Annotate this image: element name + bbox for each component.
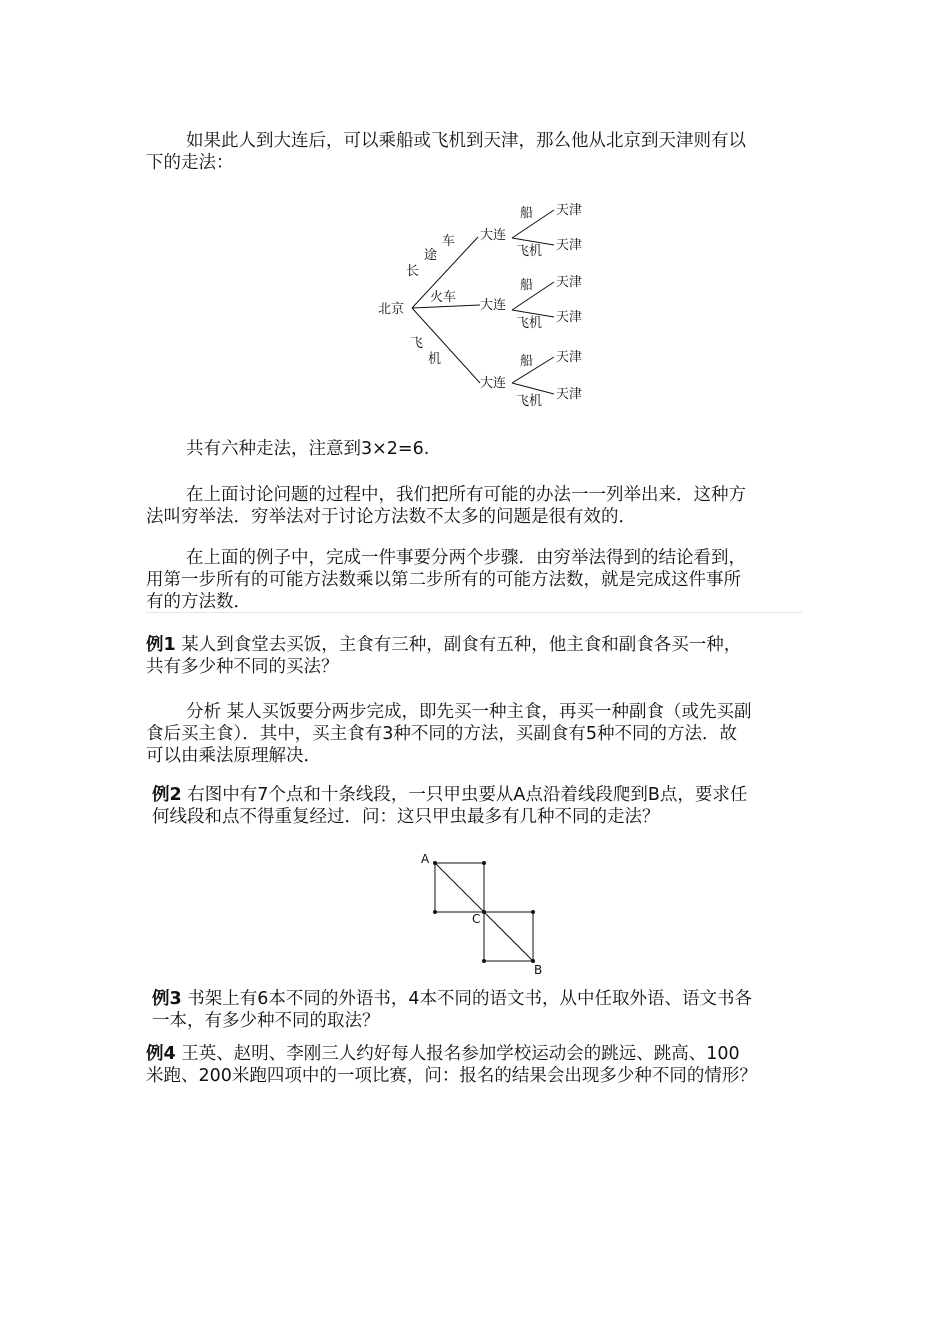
tree-city-dalian-1: 大连 <box>480 228 507 243</box>
example-3-text: 书架上有6本不同的外语书，4本不同的语文书，从中任取外语、语文书各 <box>181 989 753 1009</box>
analysis-line-3: 可以由乘法原理解决． <box>146 746 321 766</box>
tree-route1-mode-2: 途 <box>424 248 438 263</box>
point-c-label: C <box>472 912 481 926</box>
tree-route1-mode-1: 长 <box>406 264 420 279</box>
total-line: 共有六种走法，注意到3×2=6. <box>186 439 430 459</box>
example-4-line-2: 米跑、200米跑四项中的一项比赛，问：报名的结果会出现多少种不同的情形？ <box>146 1066 757 1086</box>
example-2-label: 例2 <box>152 785 182 805</box>
analysis-paragraph <box>146 701 752 767</box>
point-a-label: A <box>421 852 430 866</box>
route-tree-diagram <box>370 195 610 415</box>
tree-boat-1: 船 <box>520 206 534 221</box>
example-4 <box>146 1043 757 1087</box>
tree-route1-mode-3: 车 <box>442 234 456 249</box>
example-4-label: 例4 <box>146 1044 176 1064</box>
section-divider <box>146 612 802 613</box>
analysis-line-2: 食后买主食）．其中，买主食有3种不同的方法，买副食有5种不同的方法．故 <box>146 724 738 744</box>
example-2 <box>152 784 747 828</box>
point-b-label: B <box>534 963 543 977</box>
example-1 <box>146 634 741 678</box>
example-3 <box>152 988 752 1032</box>
intro-line-2: 下的走法： <box>146 153 234 173</box>
analysis-line-1: 分析 某人买饭要分两步完成，即先买一种主食，再买一种副食（或先买副 <box>186 702 752 722</box>
total-paragraph <box>186 438 429 460</box>
principle-paragraph <box>146 547 746 613</box>
tree-dest-tianjin-3: 天津 <box>556 275 583 290</box>
tree-start-beijing: 北京 <box>378 302 405 317</box>
tree-boat-2: 船 <box>520 278 534 293</box>
example-2-text: 右图中有7个点和十条线段，一只甲虫要从A点沿着线段爬到B点，要求任 <box>181 785 748 805</box>
exhaustive-line-1: 在上面讨论问题的过程中，我们把所有可能的办法一一列举出来．这种方 <box>186 485 746 505</box>
principle-line-2: 用第一步所有的可能方法数乘以第二步所有的可能方法数，就是完成这件事所 <box>146 570 741 590</box>
tree-dest-tianjin-6: 天津 <box>556 387 583 402</box>
example-1-line-2: 共有多少种不同的买法？ <box>146 657 339 677</box>
square-path-diagram <box>414 848 554 978</box>
tree-route3-mode-2: 机 <box>428 352 442 367</box>
principle-line-1: 在上面的例子中，完成一件事要分两个步骤．由穷举法得到的结论看到， <box>186 548 746 568</box>
example-1-text: 某人到食堂去买饭，主食有三种，副食有五种，他主食和副食各买一种， <box>175 635 742 655</box>
example-4-text: 王英、赵明、李刚三人约好每人报名参加学校运动会的跳远、跳高、100 <box>175 1044 740 1064</box>
tree-dest-tianjin-5: 天津 <box>556 350 583 365</box>
tree-route3-mode-1: 飞 <box>410 336 424 351</box>
exhaustive-paragraph <box>146 484 746 528</box>
tree-plane-1: 飞机 <box>516 244 543 259</box>
intro-line-1: 如果此人到大连后，可以乘船或飞机到天津，那么他从北京到天津则有以 <box>186 131 746 151</box>
tree-plane-3: 飞机 <box>516 394 543 409</box>
tree-boat-3: 船 <box>520 354 534 369</box>
tree-dest-tianjin-1: 天津 <box>556 203 583 218</box>
tree-dest-tianjin-4: 天津 <box>556 310 583 325</box>
example-1-label: 例1 <box>146 635 176 655</box>
intro-paragraph <box>146 130 746 174</box>
tree-dest-tianjin-2: 天津 <box>556 238 583 253</box>
exhaustive-line-2: 法叫穷举法．穷举法对于讨论方法数不太多的问题是很有效的． <box>146 507 636 527</box>
principle-line-3: 有的方法数． <box>146 592 251 612</box>
tree-plane-2: 飞机 <box>516 316 543 331</box>
example-3-line-2: 一本，有多少种不同的取法？ <box>152 1011 380 1031</box>
example-3-label: 例3 <box>152 989 182 1009</box>
example-2-line-2: 何线段和点不得重复经过．问：这只甲虫最多有几种不同的走法？ <box>152 807 660 827</box>
tree-city-dalian-3: 大连 <box>480 376 507 391</box>
tree-route2-mode: 火车 <box>430 290 457 305</box>
tree-city-dalian-2: 大连 <box>480 298 507 313</box>
